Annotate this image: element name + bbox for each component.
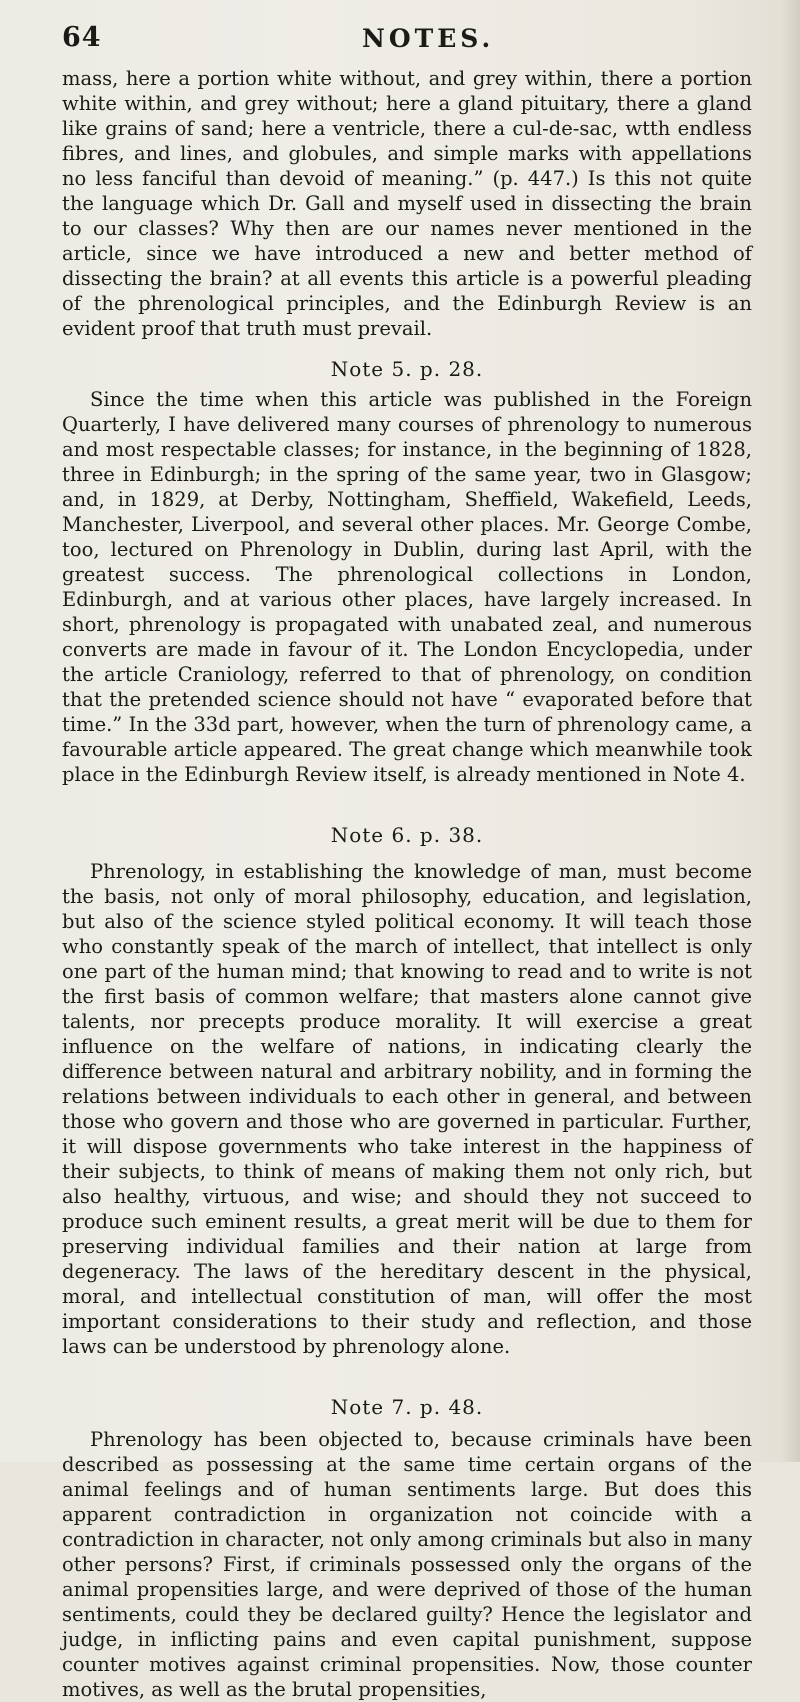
note-7-heading: Note 7. p. 48. [330,1395,484,1419]
note-5-heading: Note 5. p. 28. [330,357,484,381]
page-header [62,22,752,62]
page-edge-shadow [782,0,800,1462]
note-7-paragraph: Phrenology has been objected to, because criminals have been described as possessing at the same time certain organs of the animal feelings and of human sentiments large. But does this apparent contradiction in organization not coincide with a contradiction in character, not only among criminals but also in many other persons? First, if criminals possessed only the organs of the animal propensities large, and were deprived of those of the human sentiments, could they be declared guilty? Hence the legislator and judge, in inflicting pains and even capital punishment, suppose counter motives against criminal propensities. Now, those counter motives, as well as the brutal propensities, [62,1428,752,1701]
page-number: 64 [62,22,102,53]
note-6-paragraph: Phrenology, in establishing the knowledge of man, must become the basis, not only of moral philosophy, education, and legislation, but also of the science styled political economy. It will teach those who constantly speak of the march of intellect, that intellect is only one part of the human mind; that knowing to read and to write is not the first basis of common welfare; that masters alone cannot give talents, nor precepts produce morality. It will exercise a great influence on the welfare of nations, in indicating clearly the difference between natural and arbitrary nobility, and in forming the relations between individuals to each other in general, and between those who govern and those who are governed in particular. Further, it will dispose governments who take interest in the happiness of their subjects, to think of means of making them not only rich, but also healthy, virtuous, and wise; and should they not succeed to produce such eminent results, a great merit will be due to them for preserving individual families and their nation at large from degeneracy. The laws of the hereditary descent in the physical, moral, and intellectual constitution of man, will offer the most important considerations to their study and reflection, and those laws can be understood by phrenology alone. [62,860,752,1358]
page-body [62,66,752,1702]
intro-paragraph: mass, here a portion white without, and grey within, there a portion white within, and grey without; here a gland pituitary, there a gland like grains of sand; here a ventricle, there a cul-de-sac, wtth endless fibres, and lines, and globules, and simple marks with appellations no less fanciful than devoid of meaning.” (p. 447.) Is this not quite the language which Dr. Gall and myself used in dissecting the brain to our classes? Why then are our names never mentioned in the article, since we have introduced a new and better method of dissecting the brain? at all events this article is a powerful pleading of the phrenological principles, and the Edinburgh Review is an evident proof that truth must prevail. [62,67,752,340]
running-head: NOTES. [362,24,495,53]
note-6-heading: Note 6. p. 38. [330,823,484,847]
note-5-paragraph: Since the time when this article was published in the Foreign Quarterly, I have delivered many courses of phrenology to numerous and most respectable classes; for instance, in the beginning of 1828, three in Edinburgh; in the spring of the same year, two in Glasgow; and, in 1829, at Derby, Nottingham, Sheffield, Wakefield, Leeds, Manchester, Liverpool, and several other places. Mr. George Combe, too, lectured on Phrenology in Dublin, during last April, with the greatest success. The phrenological collections in London, Edinburgh, and at various other places, have largely increased. In short, phrenology is propagated with unabated zeal, and numerous converts are made in favour of it. The London Encyclopedia, under the article Craniology, referred to that of phrenology, on condition that the pretended science should not have “ evaporated before that time.” In the 33d part, however, when the turn of phrenology came, a favourable article appeared. The great change which meanwhile took place in the Edinburgh Review itself, is already mentioned in Note 4. [62,388,752,786]
